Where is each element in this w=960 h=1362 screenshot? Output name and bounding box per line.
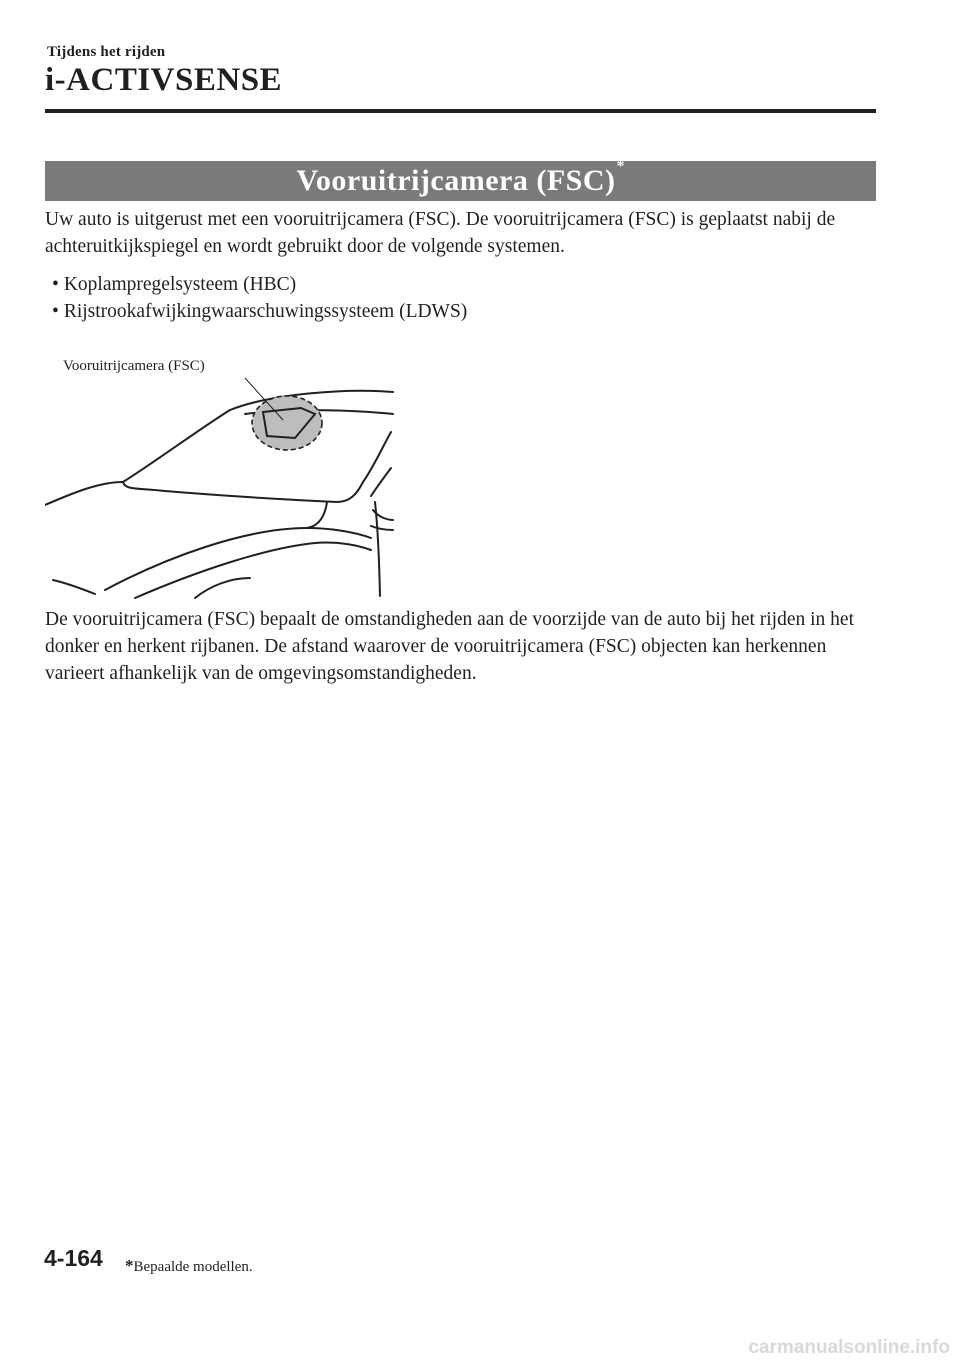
camera-location-figure xyxy=(45,350,395,600)
watermark: carmanualsonline.info xyxy=(748,1337,950,1358)
page-number: 4-164 xyxy=(44,1245,103,1271)
section-title: Vooruitrijcamera (FSC) xyxy=(296,164,616,197)
section-heading xyxy=(45,158,876,201)
windshield-illustration xyxy=(45,350,395,600)
list-item: • Koplampregelsysteem (HBC) xyxy=(52,271,467,298)
header-rule xyxy=(45,109,876,113)
chapter-title: i-ACTIVSENSE xyxy=(45,62,283,98)
camera-callout-label: Vooruitrijcamera (FSC) xyxy=(63,358,205,374)
footnote xyxy=(125,1256,253,1276)
section-footnote-marker: * xyxy=(616,158,625,175)
chapter-label: Tijdens het rijden xyxy=(47,44,166,60)
intro-paragraph: Uw auto is uitgerust met een vooruitrijcamera (FSC). De vooruitrijcamera (FSC) is geplaatst nabij de achteruitkijkspiegel en wordt gebruikt door de volgende systemen. xyxy=(45,209,836,257)
footnote-marker: * xyxy=(125,1256,134,1275)
body-paragraph: De vooruitrijcamera (FSC) bepaalt de omstandigheden aan de voorzijde van de auto bij het rijden in het donker en herkent rijbanen. De afstand waarover de vooruitrijcamera (FSC) objecten kan herkennen varieert afhankelijk van de omgevingsomstandigheden. xyxy=(45,609,854,684)
footnote-text: Bepaalde modellen. xyxy=(133,1259,253,1275)
list-item: • Rijstrookafwijkingwaarschuwingssysteem (LDWS) xyxy=(52,298,467,325)
systems-list xyxy=(52,271,467,325)
